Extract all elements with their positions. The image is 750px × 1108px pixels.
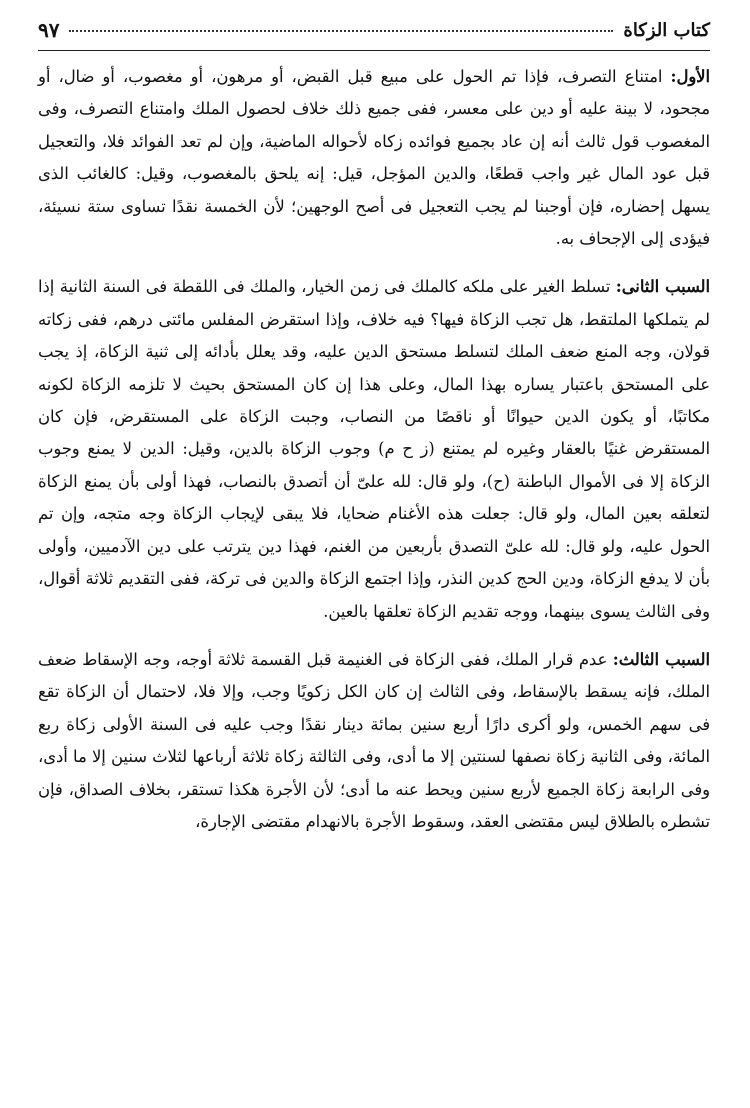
paragraph-gap <box>38 628 710 644</box>
paragraph-first-reason <box>38 61 710 255</box>
paragraph-lead: الأول: <box>670 67 710 86</box>
running-title: كتاب الزكاة <box>623 19 710 41</box>
page-number: ٩٧ <box>38 18 60 42</box>
paragraph-body: تسلط الغير على ملكه كالملك فى زمن الخيار، والملك فى اللقطة فى السنة الثانية إذا لم يتملكها الملتقط، هل تجب الزكاة فيها؟ فيه خلاف، وإذا استقرض المفلس مائتى درهم، ففى زكاته قولان، وجه المنع ضعف الملك لتسلط مستحق الدين عليه، وقد يعلل بأدائه إلى ثنية الزكاة، إذ يجب على المستحق باعتبار يساره بهذا المال، وعلى هذا إن كان المستحق بحيث لا تلزمه الزكاة لكونه مكاتبًا، أو يكون الدين حيوانًا أو ناقصًا من النصاب، وجبت الزكاة على المستقرض، فإن كان المستقرض غنيًا بالعقار وغيره لم يمتنع (ز ح م) وجوب الزكاة بالدين، وقيل: الدين لا يمنع وجوب الزكاة إلا فى الأموال الباطنة (ح)، ولو قال: لله علىّ أن أتصدق بالنصاب، فهذا أولى بأن يمنع الزكاة لتعلقه بعين المال، ولو قال: جعلت هذه الأغنام ضحايا، فلا يبقى لإيجاب الزكاة وجه متجه، وإن تم الحول عليه، ولو قال: لله علىّ التصدق بأربعين من الغنم، فهذا دين يترتب على دين الآدميين، وأولى بأن لا يدفع الزكاة، ودين الحج كدين النذر، وإذا اجتمع الزكاة والدين فى تركة، ففى التقديم ثلاثة أقوال، وفى الثالث يسوى بينهما، ووجه تقديم الزكاة تعلقها بالعين. <box>38 277 710 621</box>
page-header <box>38 14 710 51</box>
paragraph-body: عدم قرار الملك، ففى الزكاة فى الغنيمة قبل القسمة ثلاثة أوجه، وجه الإسقاط ضعف الملك، فإنه يسقط بالإسقاط، وفى الثالث إن كان الكل زكويًا وجب، وإلا فلا، لاحتمال أن الزكاة تقع فى سهم الخمس، ولو أكرى دارًا أربع سنين بمائة دينار نقدًا وجب عليه فى السنة الأولى زكاة ربع المائة، وفى الثانية زكاة نصفها لسنتين إلا ما أدى، وفى الثالثة زكاة ثلاثة أرباعها لثلاث سنين إلا ما أدى، وفى الرابعة زكاة الجميع لأربع سنين ويحط عنه ما أدى؛ لأن الأجرة هكذا تستقر، بخلاف الصداق، فإن تشطره بالطلاق ليس مقتضى العقد، وسقوط الأجرة بالانهدام مقتضى الإجارة، <box>38 649 710 831</box>
paragraph-gap <box>38 255 710 271</box>
paragraph-lead: السبب الثانى: <box>615 277 710 297</box>
paragraph-body: امتناع التصرف، فإذا تم الحول على مبيع قبل القبض، أو مرهون، أو مغصوب، أو ضال، أو مجحود، لا بينة عليه أو دين على معسر، ففى جميع ذلك خلاف لحصول الملك وامتناع التصرف، وفى المغصوب قول ثالث أنه إن عاد بجميع فوائده زكاه لأحواله الماضية، وإن لم تعد الفوائد فلا، والتعجيل قبل عود المال غير واجب قطعًا، والدين المؤجل، قيل: إنه يلحق بالمغصوب، وقيل: كالغائب الذى يسهل إحضاره، فإن أوجبنا لم يجب التعجيل فى أصح الوجهين؛ لأن الخمسة نقدًا تساوى ستة نسيئة، فيؤدى إلى الإجحاف به. <box>38 67 710 249</box>
paragraph-lead: السبب الثالث: <box>612 649 710 669</box>
paragraph-third-reason <box>38 644 710 838</box>
paragraph-second-reason <box>38 271 710 627</box>
header-leader-dots <box>69 29 613 32</box>
book-page <box>0 14 750 1108</box>
